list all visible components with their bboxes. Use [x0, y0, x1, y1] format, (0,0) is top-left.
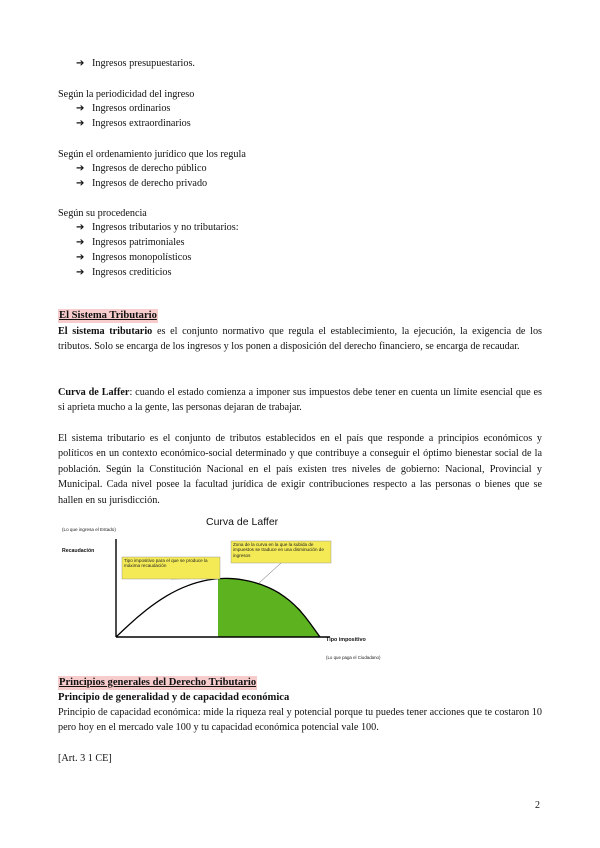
arrow-icon: ➔ [76, 222, 85, 233]
subheading: Principio de generalidad y de capacidad económica [58, 692, 290, 703]
ylabel-top: (Lo que ingresa el Estado) [62, 527, 116, 532]
laffer-chart [58, 513, 388, 673]
arrow-icon: ➔ [76, 237, 85, 248]
list-item: ➔ Ingresos extraordinarios [76, 118, 191, 129]
arrow-icon: ➔ [76, 163, 85, 174]
ylabel: Recaudación [62, 548, 95, 554]
list-item: ➔ Ingresos presupuestarios. [76, 58, 195, 69]
list-item: ➔ Ingresos patrimoniales [76, 237, 185, 248]
page-number: 2 [535, 800, 540, 811]
list-item: ➔ Ingresos tributarios y no tributarios: [76, 222, 239, 233]
section-title: Según la periodicidad del ingreso [58, 89, 195, 100]
xlabel-sub: (Lo que paga el Ciudadano) [326, 655, 381, 660]
arrow-icon: ➔ [76, 118, 85, 129]
paragraph: El sistema tributario es el conjunto de tributos establecidos en el país que responde a principios económicos y políticos en un contexto económico-social determinado y que contribuye a conseguir el óptimo bienestar social de la población. Según la Constitución Nacional en el país existen tres niveles de gobierno: Nacional, Provincial y Municipal. Cada nivel posee la facultad jurídica de exigir contribuciones respecto a las personas o bienes que se hallen en su jurisdicción. [58, 433, 542, 506]
annotation-left: Tipo impositivo para el que se produce la máxima recaudación [124, 558, 208, 569]
list-item: ➔ Ingresos ordinarios [76, 103, 171, 114]
xlabel: Tipo impositivo [326, 637, 366, 643]
annotation-right: Zona de la curva en la que la subida de impuestos se traduce en una disminución de ingresos [233, 542, 324, 558]
paragraph: El sistema tributario es el conjunto normativo que regula el establecimiento, la ejecución, la exigencia de los tributos. Solo se encarga de los ingresos y los ponen a disposición del derecho financiero, se encarga de recaudar. [58, 326, 543, 353]
paragraph: Curva de Laffer: cuando el estado comienza a imponer sus impuestos debe tener en cuenta un límite esencial que es si aprieta mucho a la gente, las personas dejaran de trabajar. [58, 387, 543, 414]
section-heading: Principios generales del Derecho Tributario [59, 677, 257, 688]
arrow-icon: ➔ [76, 58, 85, 69]
list-item: ➔ Ingresos crediticios [76, 267, 172, 278]
arrow-icon: ➔ [76, 103, 85, 114]
list-item: ➔ Ingresos de derecho privado [76, 178, 208, 189]
section-heading: El Sistema Tributario [59, 310, 157, 321]
list-item: ➔ Ingresos monopolísticos [76, 252, 192, 263]
chart-title: Curva de Laffer [206, 516, 279, 528]
paragraph: Principio de capacidad económica: mide la riqueza real y potencial porque tu puedes tener acciones que te costaron 10 pero hoy en el mercado vale 100 y tu capacidad económica potencial vale 100. [58, 707, 542, 734]
list-item: ➔ Ingresos de derecho público [76, 163, 207, 174]
article-reference: [Art. 3 1 CE] [58, 753, 112, 764]
arrow-icon: ➔ [76, 178, 85, 189]
arrow-icon: ➔ [76, 252, 85, 263]
section-title: Según el ordenamiento jurídico que los regula [58, 149, 246, 160]
arrow-icon: ➔ [76, 267, 85, 278]
section-title: Según su procedencia [58, 208, 147, 219]
